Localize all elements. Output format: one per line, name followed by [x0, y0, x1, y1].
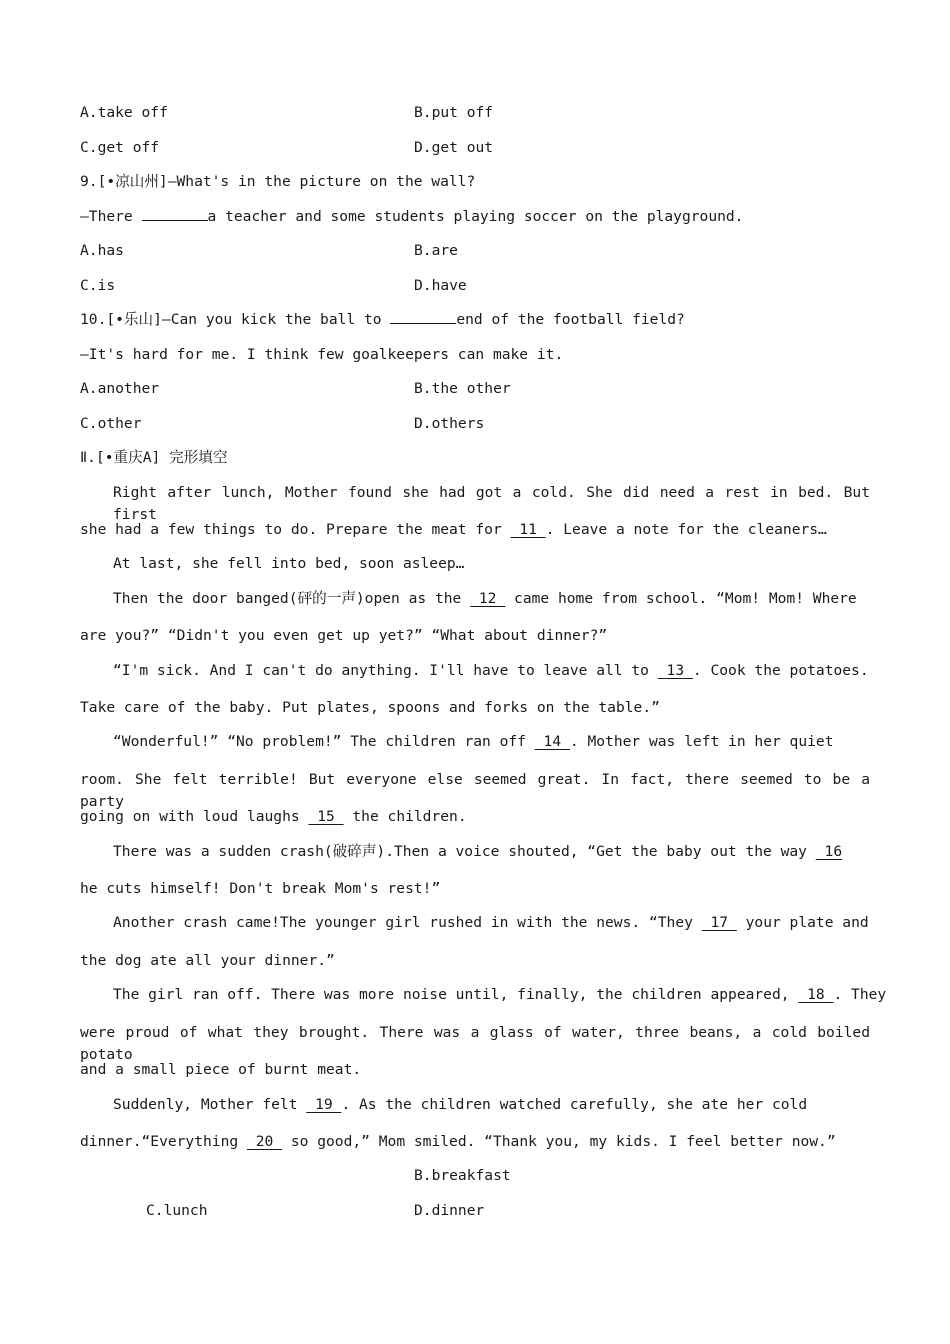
q10-source: [•乐山] — [106, 311, 162, 328]
passage-p5-line2: room. She felt terrible! But everyone else seemed great. In fact, there seemed to be a party — [80, 771, 870, 810]
text-segment: so good,” Mom smiled. “Thank you, my kids. I feel better now.” — [282, 1133, 836, 1150]
passage-p8-line1 — [113, 984, 887, 1006]
passage-p8-line2: were proud of what they brought. There was a glass of water, three beans, a cold boiled potato — [80, 1024, 870, 1063]
q10-answer: —It's hard for me. I think few goalkeepers can make it. — [80, 346, 564, 363]
blank-13: 13 — [657, 662, 693, 679]
passage-p5-line3 — [80, 806, 870, 828]
text-segment: Another crash came!The younger girl rushed in with the news. “They — [113, 914, 702, 931]
blank-14: 14 — [534, 733, 570, 750]
blank-19: 19 — [306, 1096, 342, 1113]
q9-option-c: C.is — [80, 277, 116, 294]
blank-15: 15 — [308, 808, 344, 825]
blank-12: 12 — [470, 590, 506, 607]
passage-p4-line1 — [113, 660, 870, 682]
q10-stem — [80, 309, 870, 331]
q9-answer — [80, 206, 870, 228]
passage-p2: At last, she fell into bed, soon asleep… — [113, 555, 465, 572]
q10-option-b: B.the other — [414, 380, 511, 397]
passage-p9-line1 — [113, 1094, 870, 1116]
blank-18: 18 — [798, 986, 834, 1003]
q11-option-b: B.breakfast — [414, 1167, 511, 1184]
blank-11: 11 — [510, 521, 546, 538]
passage-p5-line1 — [113, 731, 870, 753]
q9-option-a: A.has — [80, 242, 124, 259]
text-segment: your plate and — [736, 914, 869, 931]
section-heading: Ⅱ.[•重庆A] 完形填空 — [80, 449, 228, 466]
q9-source: [•凉山州] — [97, 173, 168, 190]
passage-p6-line2: he cuts himself! Don't break Mom's rest!” — [80, 880, 441, 897]
passage-p7-line2: the dog ate all your dinner.” — [80, 952, 335, 969]
passage-p3-line1 — [113, 588, 870, 610]
text-segment: dinner.“Everything — [80, 1133, 247, 1150]
text-segment: going on with loud laughs — [80, 808, 309, 825]
q10-question-post: end of the football field? — [456, 311, 685, 328]
blank-20: 20 — [246, 1133, 283, 1150]
q8-option-b: B.put off — [414, 104, 494, 121]
text-segment: came home from school. “Mom! Mom! Where — [505, 590, 857, 607]
passage-p1-line1: Right after lunch, Mother found she had got a cold. She did need a rest in bed. But first — [113, 484, 870, 523]
text-segment: . As the children watched carefully, she ate her cold — [341, 1096, 808, 1113]
passage-p8-line3: and a small piece of burnt meat. — [80, 1061, 362, 1078]
text-segment: “Wonderful!” “No problem!” The children ran off — [113, 733, 535, 750]
q10-number: 10. — [80, 311, 107, 328]
q9-option-d: D.have — [414, 277, 467, 294]
text-segment: . They — [833, 986, 887, 1003]
q8-option-a: A.take off — [80, 104, 168, 121]
text-segment: Then the door banged(砰的一声)open as the — [113, 590, 471, 607]
blank-16: 16 — [815, 843, 843, 860]
text-segment: . Mother was left in her quiet — [569, 733, 834, 750]
q9-number: 9. — [80, 173, 98, 190]
q8-option-d: D.get out — [414, 139, 494, 156]
q9-blank — [142, 206, 208, 221]
text-segment: “I'm sick. And I can't do anything. I'll have to leave all to — [113, 662, 658, 679]
passage-p3-line2: are you?” “Didn't you even get up yet?” “What about dinner?” — [80, 627, 608, 644]
passage-p1-line2 — [80, 519, 870, 541]
q10-question-pre: —Can you kick the ball to — [161, 311, 391, 328]
q10-option-a: A.another — [80, 380, 160, 397]
q9-option-b: B.are — [414, 242, 458, 259]
passage-p6-line1 — [113, 841, 870, 863]
blank-17: 17 — [701, 914, 737, 931]
passage-p9-line2 — [80, 1131, 870, 1153]
q8-option-c: C.get off — [80, 139, 160, 156]
q10-option-d: D.others — [414, 415, 485, 432]
q9-stem — [80, 171, 870, 193]
q10-blank — [390, 309, 456, 324]
q10-option-c: C.other — [80, 415, 142, 432]
text-segment: There was a sudden crash(破碎声).Then a voice shouted, “Get the baby out the way — [113, 843, 816, 860]
text-segment: The girl ran off. There was more noise until, finally, the children appeared, — [113, 986, 799, 1003]
q9-question: —What's in the picture on the wall? — [167, 173, 476, 190]
q11-option-c: C.lunch — [146, 1202, 208, 1219]
text-segment: the children. — [343, 808, 467, 825]
passage-p7-line1 — [113, 912, 870, 934]
q9-answer-pre: —There — [80, 208, 142, 225]
text-segment: . Leave a note for the cleaners… — [545, 521, 827, 538]
q11-option-d: D.dinner — [414, 1202, 485, 1219]
text-segment: Suddenly, Mother felt — [113, 1096, 307, 1113]
passage-p4-line2: Take care of the baby. Put plates, spoons and forks on the table.” — [80, 699, 660, 716]
text-segment: . Cook the potatoes. — [692, 662, 869, 679]
q9-answer-post: a teacher and some students playing soccer on the playground. — [207, 208, 744, 225]
text-segment: she had a few things to do. Prepare the meat for — [80, 521, 511, 538]
